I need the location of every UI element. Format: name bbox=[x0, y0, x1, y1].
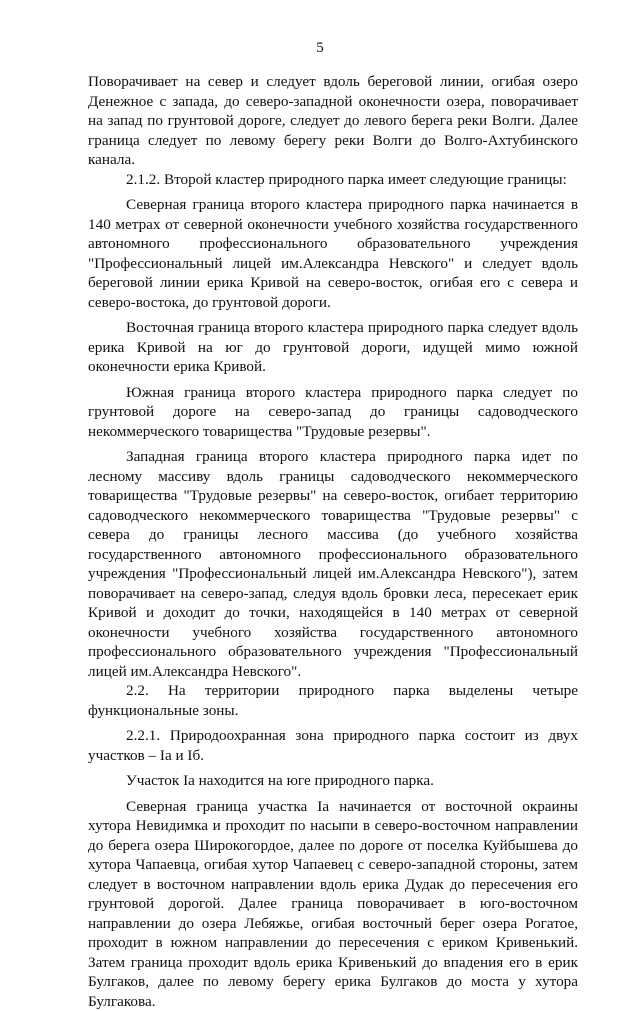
paragraph-plot-1a-northern-border: Северная граница участка Iа начинается от восточной окраины хутора Невидимка и проходит по насыпи в северо-восточном направлении до берега озера Широкогордое, далее по дороге от поселка Куйбышева до хутора Чапаевца, огибая хутор Чапаевец с северо-западной стороны, затем следует в восточном направлении вдоль ерика Дудак до пересечения его грунтовой дорогой. Далее граница поворачивает в юго-восточном направлении до озера Лебяжье, огибая восточный берег озера Рогатое, проходит в южном направлении до пересечения с ериком Кривенький. Затем граница проходит вдоль ерика Кривенький до впадения его в ерик Булгаков, далее по левому берегу ерика Булгаков до моста у хутора Булгакова. bbox=[88, 797, 578, 1011]
document-body bbox=[88, 72, 578, 1011]
paragraph-section-2-2: 2.2. На территории природного парка выделены четыре функциональные зоны. bbox=[88, 681, 578, 720]
paragraph-western-border: Западная граница второго кластера природного парка идет по лесному массиву вдоль границы садоводческого некоммерческого товарищества "Трудовые резервы" на северо-восток, огибает территорию садоводческого некоммерческого товарищества "Трудовые резервы" с севера до границы лесного массива (до учебного хозяйства государственного автономного профессионального образовательного учреждения "Профессиональный лицей им.Александра Невского"), затем поворачивает на северо-запад, следуя вдоль бровки леса, пересекает ерик Кривой и доходит до точки, находящейся в 140 метрах от северной оконечности учебного хозяйства государственного автономного профессионального образовательного учреждения "Профессиональный лицей им.Александра Невского". bbox=[88, 447, 578, 681]
page-number: 5 bbox=[0, 40, 640, 57]
paragraph-eastern-border: Восточная граница второго кластера природного парка следует вдоль ерика Кривой на юг до грунтовой дороги, идущей мимо южной оконечности ерика Кривой. bbox=[88, 318, 578, 377]
paragraph-southern-border: Южная граница второго кластера природного парка следует по грунтовой дороге на северо-запад до границы садоводческого некоммерческого товарищества "Трудовые резервы". bbox=[88, 383, 578, 442]
paragraph-plot-1a-location: Участок Iа находится на юге природного парка. bbox=[88, 771, 578, 791]
paragraph-continuation: Поворачивает на север и следует вдоль береговой линии, огибая озеро Денежное с запада, до северо-западной оконечности озера, поворачивает на запад по грунтовой дороге, следует до левого берега реки Волги. Далее граница следует по левому берегу реки Волги до Волго-Ахтубинского канала. bbox=[88, 72, 578, 170]
paragraph-northern-border: Северная граница второго кластера природного парка начинается в 140 метрах от северной оконечности учебного хозяйства государственного автономного профессионального образовательного учреждения "Профессиональный лицей им.Александра Невского" и следует вдоль береговой линии ерика Кривой на северо-восток, огибая его с севера и северо-востока, до грунтовой дороги. bbox=[88, 195, 578, 312]
paragraph-section-2-1-2: 2.1.2. Второй кластер природного парка имеет следующие границы: bbox=[88, 170, 578, 190]
paragraph-section-2-2-1: 2.2.1. Природоохранная зона природного парка состоит из двух участков – Iа и Iб. bbox=[88, 726, 578, 765]
